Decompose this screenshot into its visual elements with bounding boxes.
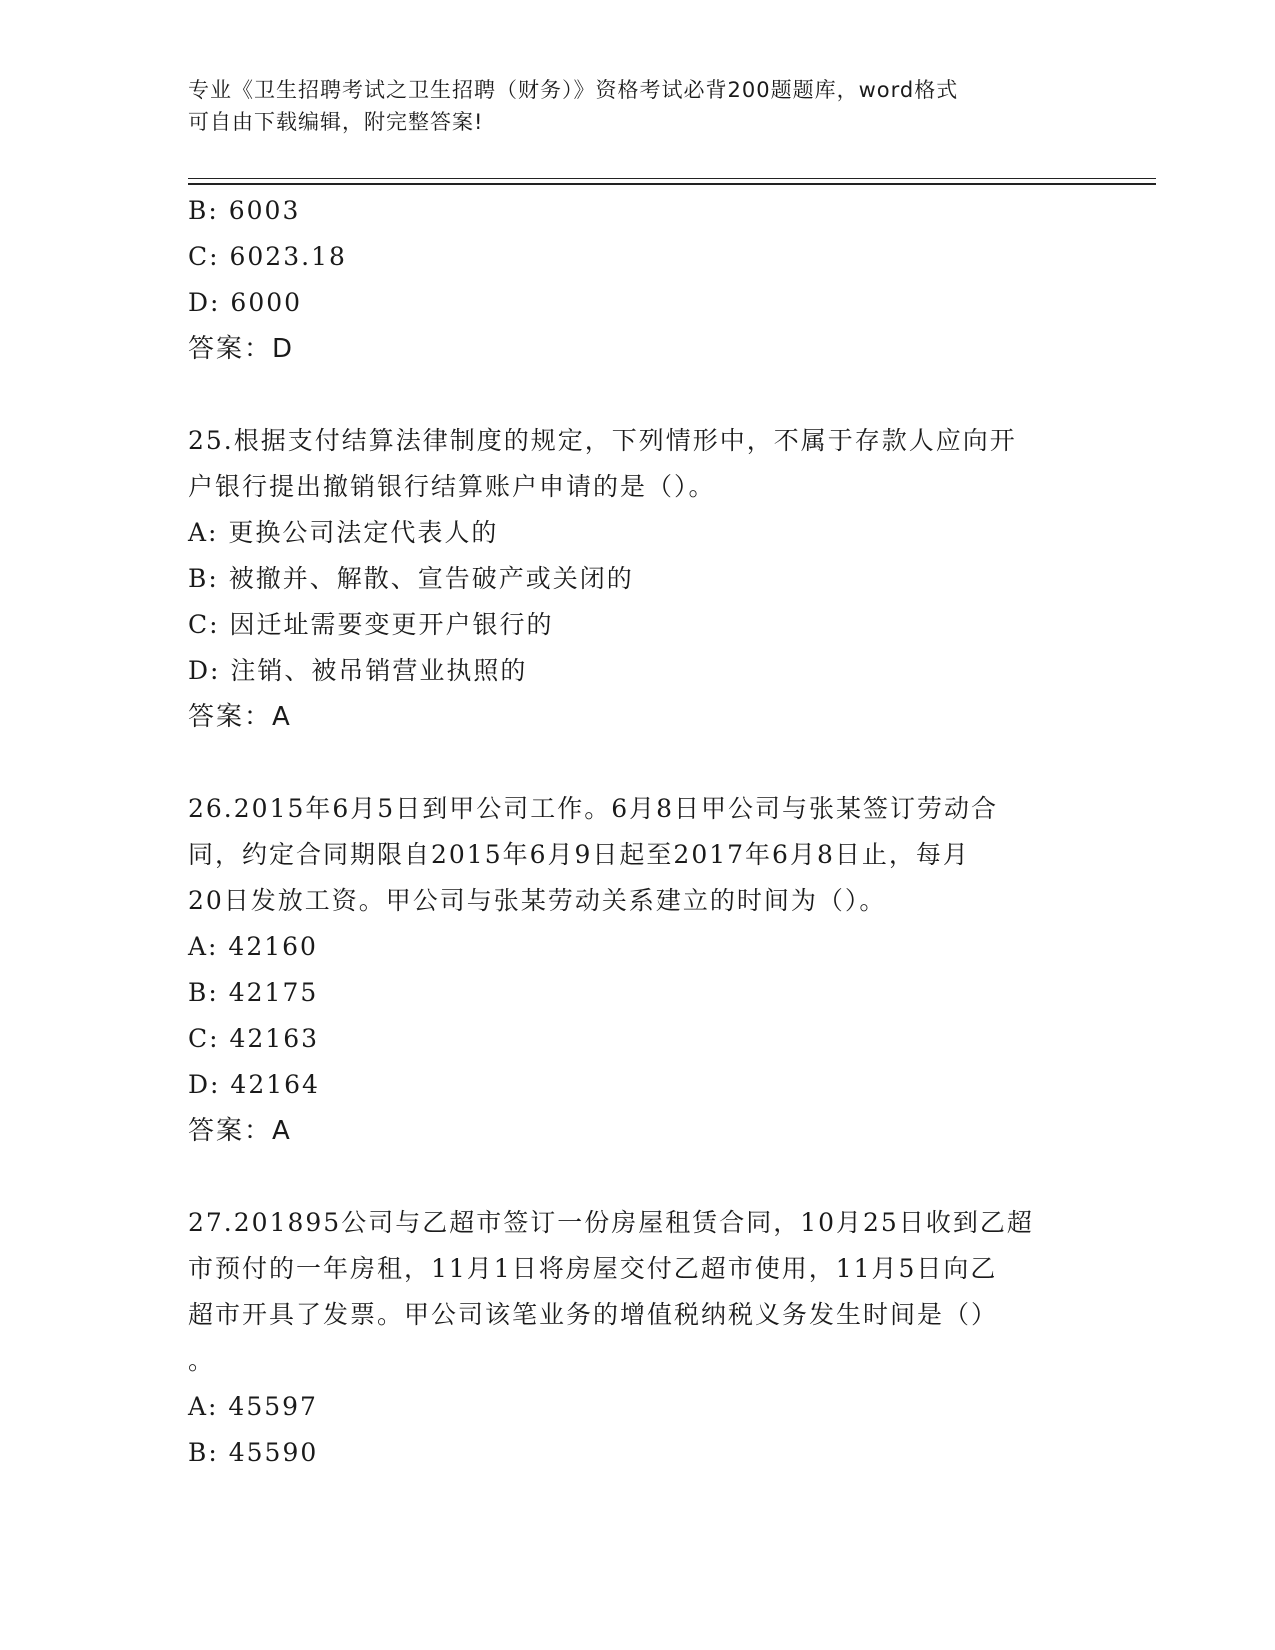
question-text-line: 25.根据支付结算法律制度的规定，下列情形中，不属于存款人应向开	[188, 426, 1017, 455]
option-b: B: 45590	[188, 1438, 319, 1467]
option-a: A: 45597	[188, 1392, 318, 1421]
option-b: B: 6003	[188, 196, 301, 225]
question-27	[188, 1200, 1088, 1476]
option-c: C: 因迁址需要变更开户银行的	[188, 610, 554, 639]
header-title-line-1: 专业《卫生招聘考试之卫生招聘（财务）》资格考试必背200题题库，word格式	[188, 78, 959, 102]
option-a: A: 42160	[188, 932, 318, 961]
answer-line: 答案：D	[188, 334, 295, 364]
option-a: A: 更换公司法定代表人的	[188, 518, 499, 547]
spacer	[188, 1154, 1088, 1200]
option-b: B: 被撤并、解散、宣告破产或关闭的	[188, 564, 634, 593]
question-25	[188, 418, 1088, 740]
option-b: B: 42175	[188, 978, 319, 1007]
question-text-line: 同，约定合同期限自2015年6月9日起至2017年6月8日止，每月	[188, 840, 970, 869]
option-c: C: 6023.18	[188, 242, 347, 271]
option-d: D: 注销、被吊销营业执照的	[188, 656, 528, 685]
document-header	[188, 74, 1068, 138]
question-fragment-24	[188, 188, 1088, 372]
answer-line: 答案：A	[188, 702, 292, 732]
option-d: D: 6000	[188, 288, 303, 317]
header-divider-thick	[188, 183, 1156, 185]
spacer	[188, 740, 1088, 786]
question-text-line: 超市开具了发票。甲公司该笔业务的增值税纳税义务发生时间是（）	[188, 1300, 999, 1329]
question-26	[188, 786, 1088, 1154]
header-divider-thin	[188, 178, 1156, 179]
question-text-line: 。	[188, 1346, 216, 1375]
option-c: C: 42163	[188, 1024, 320, 1053]
answer-line: 答案：A	[188, 1116, 292, 1146]
spacer	[188, 372, 1088, 418]
question-text-line: 20日发放工资。甲公司与张某劳动关系建立的时间为（）。	[188, 886, 887, 915]
header-title-line-2: 可自由下载编辑，附完整答案!	[188, 110, 484, 134]
question-text-line: 户银行提出撤销银行结算账户申请的是（）。	[188, 472, 716, 501]
document-body	[188, 188, 1088, 1476]
question-text-line: 27.201895公司与乙超市签订一份房屋租赁合同，10月25日收到乙超	[188, 1208, 1034, 1237]
option-d: D: 42164	[188, 1070, 320, 1099]
question-text-line: 市预付的一年房租，11月1日将房屋交付乙超市使用，11月5日向乙	[188, 1254, 998, 1283]
question-text-line: 26.2015年6月5日到甲公司工作。6月8日甲公司与张某签订劳动合	[188, 794, 999, 823]
